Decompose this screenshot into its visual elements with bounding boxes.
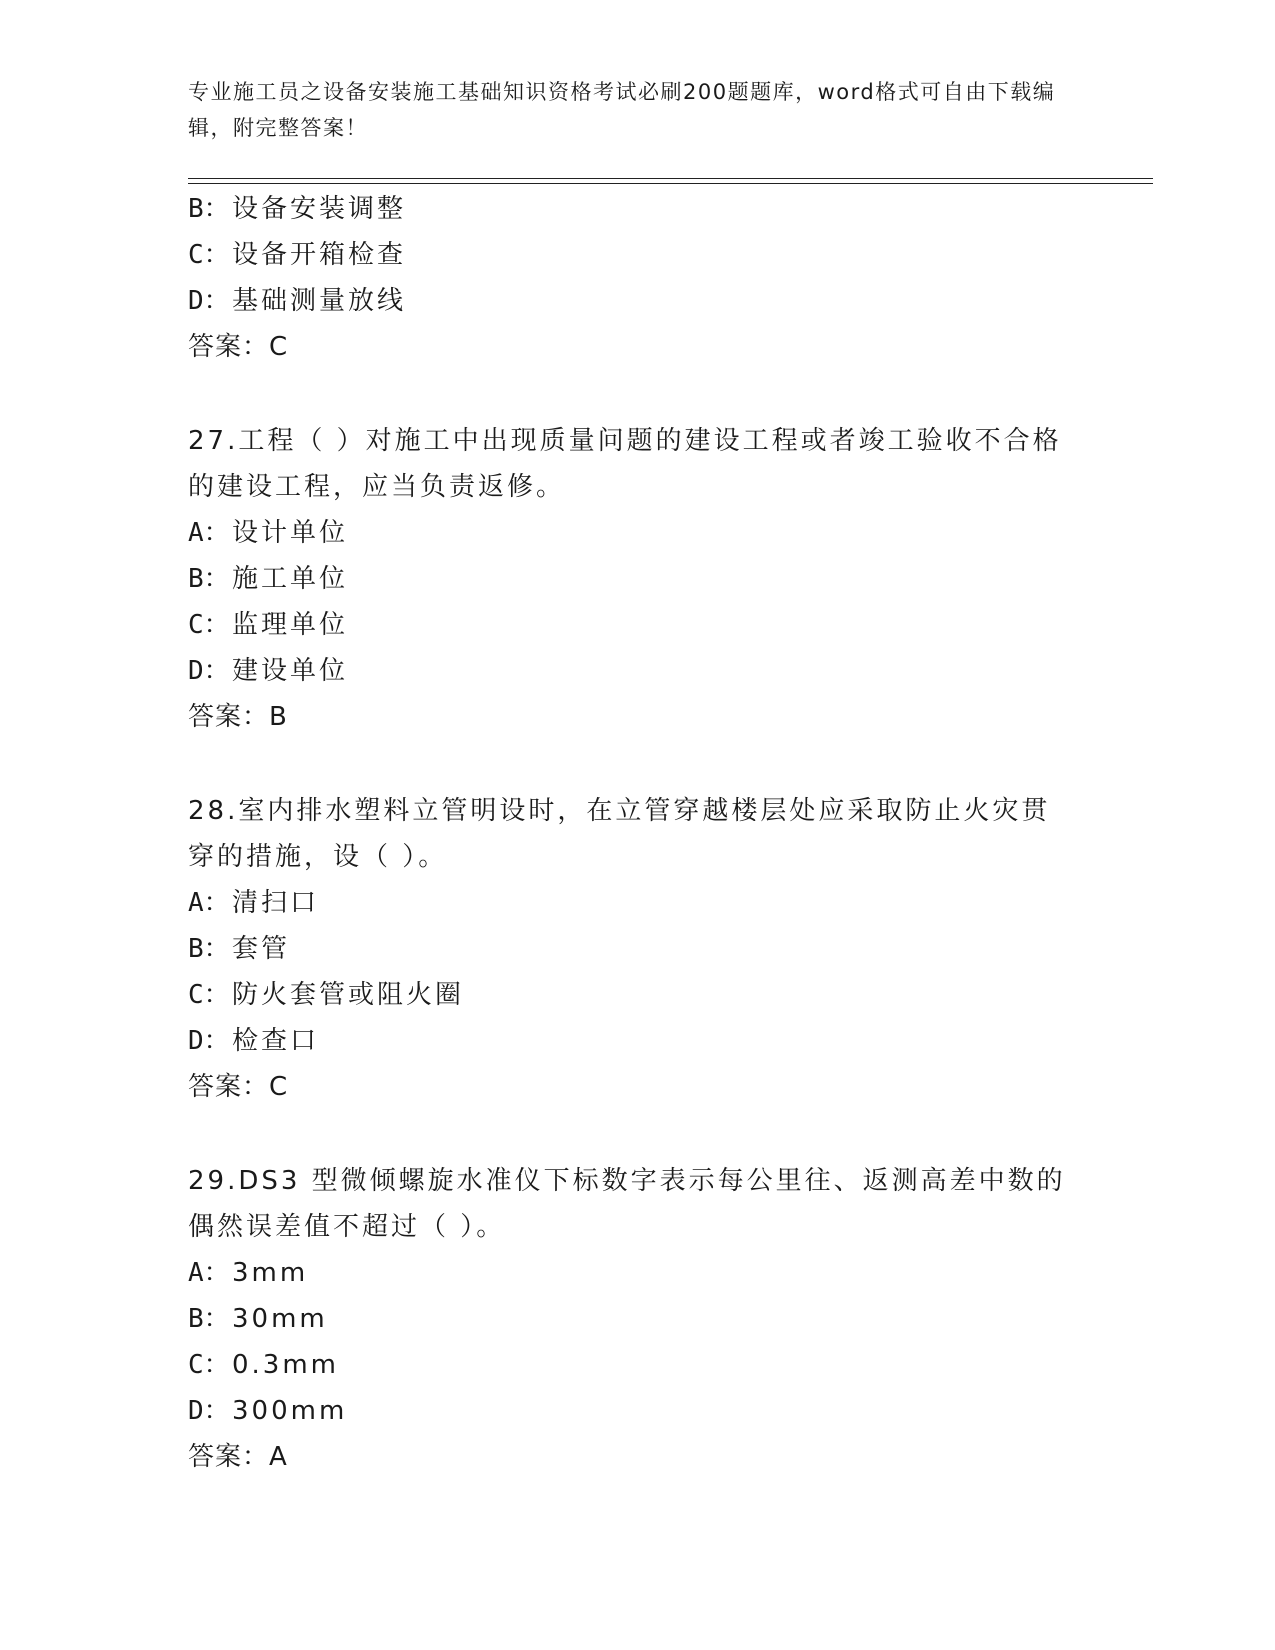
option-letter: B： xyxy=(188,1304,230,1334)
option-text: 防火套管或阻火圈 xyxy=(232,980,465,1010)
option-d xyxy=(188,648,1088,694)
question-29 xyxy=(188,1158,1088,1480)
question-list xyxy=(188,186,1088,1480)
question-26-partial xyxy=(188,186,1088,370)
option-text: 设计单位 xyxy=(232,518,349,548)
option-letter: C： xyxy=(188,240,230,270)
question-stem: 27.工程（ ）对施工中出现质量问题的建设工程或者竣工验收不合格的建设工程，应当负责返修。 xyxy=(188,426,1062,502)
option-d xyxy=(188,1018,1088,1064)
option-a xyxy=(188,1250,1088,1296)
option-a xyxy=(188,880,1088,926)
option-c xyxy=(188,232,1088,278)
option-a xyxy=(188,510,1088,556)
question-28 xyxy=(188,788,1088,1110)
option-text: 检查口 xyxy=(232,1026,320,1056)
question-stem: 28.室内排水塑料立管明设时，在立管穿越楼层处应采取防止火灾贯穿的措施，设（ ）。 xyxy=(188,796,1051,872)
option-letter: A： xyxy=(188,888,230,918)
option-letter: C： xyxy=(188,980,230,1010)
option-letter: D： xyxy=(188,1396,230,1426)
answer-line: 答案：B xyxy=(188,702,288,732)
option-text: 套管 xyxy=(232,934,291,964)
option-letter: A： xyxy=(188,1258,230,1288)
option-text: 施工单位 xyxy=(232,564,349,594)
question-stem: 29.DS3 型微倾螺旋水准仪下标数字表示每公里往、返测高差中数的偶然误差值不超过（ ）。 xyxy=(188,1166,1066,1242)
option-b xyxy=(188,926,1088,972)
option-letter: C： xyxy=(188,1350,230,1380)
option-text: 0.3mm xyxy=(232,1350,340,1380)
option-c xyxy=(188,972,1088,1018)
answer-line: 答案：A xyxy=(188,1442,288,1472)
option-text: 基础测量放线 xyxy=(232,286,407,316)
option-letter: B： xyxy=(188,194,230,224)
option-c xyxy=(188,602,1088,648)
option-text: 300mm xyxy=(232,1396,348,1426)
option-text: 清扫口 xyxy=(232,888,320,918)
option-text: 30mm xyxy=(232,1304,328,1334)
option-letter: B： xyxy=(188,564,230,594)
answer-line: 答案：C xyxy=(188,1072,289,1102)
option-d xyxy=(188,1388,1088,1434)
answer-line: 答案：C xyxy=(188,332,289,362)
option-text: 设备开箱检查 xyxy=(232,240,407,270)
header-divider-top xyxy=(188,178,1153,179)
option-letter: D： xyxy=(188,656,230,686)
option-text: 监理单位 xyxy=(232,610,349,640)
option-text: 3mm xyxy=(232,1258,309,1288)
question-27 xyxy=(188,418,1088,740)
option-letter: A： xyxy=(188,518,230,548)
option-b xyxy=(188,186,1088,232)
option-c xyxy=(188,1342,1088,1388)
option-letter: B： xyxy=(188,934,230,964)
header-divider-bottom xyxy=(188,183,1153,184)
option-letter: C： xyxy=(188,610,230,640)
option-b xyxy=(188,1296,1088,1342)
option-text: 建设单位 xyxy=(232,656,349,686)
option-b xyxy=(188,556,1088,602)
option-letter: D： xyxy=(188,286,230,316)
option-letter: D： xyxy=(188,1026,230,1056)
option-d xyxy=(188,278,1088,324)
option-text: 设备安装调整 xyxy=(232,194,407,224)
document-header: 专业施工员之设备安装施工基础知识资格考试必刷200题题库，word格式可自由下载编辑，附完整答案！ xyxy=(188,80,1056,140)
